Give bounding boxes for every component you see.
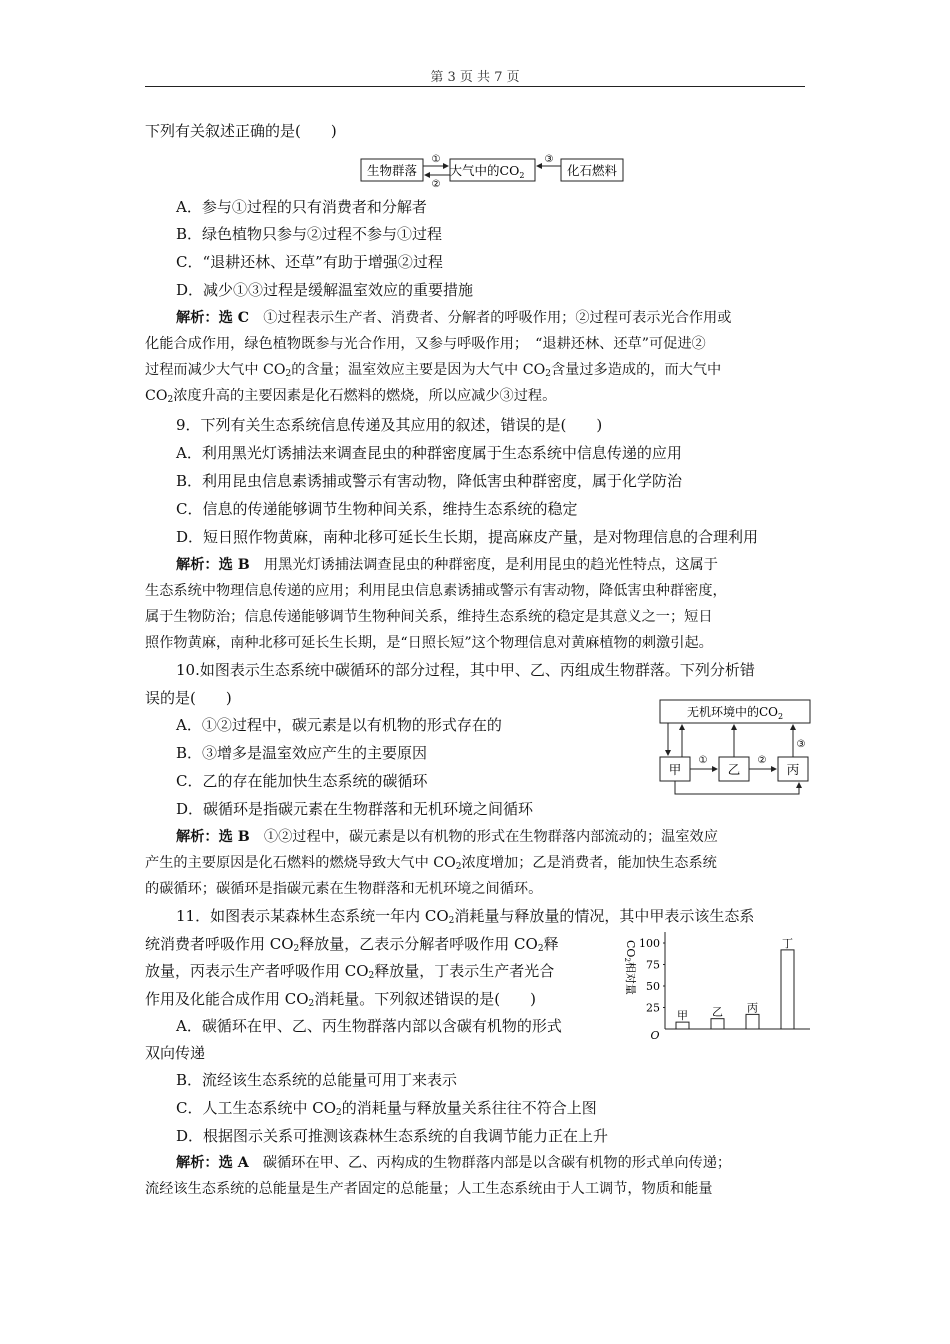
- q10-label-3: ③: [796, 739, 806, 750]
- q10-label-1: ①: [698, 755, 708, 766]
- q11-option-a-line2: 双向传递: [145, 1044, 206, 1062]
- q8-option-a: A．参与①过程的只有消费者和分解者: [176, 198, 427, 216]
- q11-bar-chart: [615, 928, 815, 1043]
- q8-box-atmosphere-label: 大气中的$CO_2$: [449, 163, 525, 180]
- q8-box-community-label: 生物群落: [366, 163, 418, 178]
- q10-arrow-jia-to-bing: [675, 781, 799, 794]
- q10-stem-line1: 10.如图表示生态系统中碳循环的部分过程，其中甲、乙、丙组成生物群落。下列分析错: [176, 661, 755, 679]
- q11-stem-line3: 放量，丙表示生产者呼吸作用 $CO_2$释放量，丁表示生产者光合: [145, 962, 555, 981]
- q11-option-c: C．人工生态系统中 $CO_2$的消耗量与释放量关系往往不符合上图: [176, 1099, 597, 1118]
- q9-option-b: B．利用昆虫信息素诱捕或警示有害动物，降低害虫种群密度，属于化学防治: [176, 472, 683, 490]
- q9-explanation-line1: 解析：选 B 用黑光灯诱捕法调查昆虫的种群密度，是利用昆虫的趋光性特点，这属于: [176, 557, 718, 573]
- chart-bar-label: 丙: [747, 1001, 758, 1015]
- chart-bar: [676, 1022, 689, 1029]
- q10-option-b: B．③增多是温室效应产生的主要原因: [176, 744, 428, 762]
- chart-ytick-label: 75: [646, 958, 660, 972]
- q8-label-2: ②: [431, 179, 441, 190]
- chart-ytick-label: 25: [646, 1001, 660, 1015]
- q9-option-a: A．利用黑光灯诱捕法来调查昆虫的种群密度属于生态系统中信息传递的应用: [176, 444, 682, 462]
- q10-label-2: ②: [757, 755, 767, 766]
- q10-stem-line2: 误的是( ): [145, 689, 232, 707]
- q8-explanation-line3: 过程而减少大气中 $CO_2$的含量；温室效应主要是因为大气中 $CO_2$含量过多造成的，而大气中: [145, 362, 722, 379]
- q8-option-d: D．减少①③过程是缓解温室效应的重要措施: [176, 281, 474, 299]
- chart-ylabel: CO2相对量: [623, 940, 637, 995]
- q10-explanation-line3: 的碳循环；碳循环是指碳元素在生物群落和无机环境之间循环。: [145, 881, 543, 897]
- chart-bar-label: 甲: [677, 1009, 688, 1023]
- q11-explanation-line2: 流经该生态系统的总能量是生产者固定的总能量；人工生态系统由于人工调节，物质和能量: [145, 1181, 713, 1197]
- q9-explanation-line3: 属于生物防治；信息传递能够调节生物种间关系，维持生态系统的稳定是其意义之一；短日: [145, 609, 713, 625]
- q8-label-3: ③: [544, 154, 554, 165]
- q9-option-c: C．信息的传递能够调节生物种间关系，维持生态系统的稳定: [176, 500, 578, 518]
- q9-explanation-line4: 照作物黄麻，南种北移可延长生长期，是“日照长短”这个物理信息对黄麻植物的刺激引起。: [145, 635, 713, 651]
- chart-origin: O: [650, 1029, 660, 1042]
- q10-option-c: C．乙的存在能加快生态系统的碳循环: [176, 772, 428, 790]
- q8-option-b: B．绿色植物只参与②过程不参与①过程: [176, 225, 443, 243]
- q8-option-c: C．“退耕还林、还草”有助于增强②过程: [176, 253, 443, 271]
- q8-stem: 下列有关叙述正确的是( ): [145, 122, 337, 140]
- q10-box-co2-label: 无机环境中的$CO_2$: [686, 705, 784, 721]
- q11-explanation-line1: 解析：选 A 碳循环在甲、乙、丙构成的生物群落内部是以含碳有机物的形式单向传递；: [176, 1155, 732, 1171]
- q10-option-a: A．①②过程中，碳元素是以有机物的形式存在的: [176, 716, 502, 734]
- q8-explanation-line2: 化能合成作用，绿色植物既参与光合作用，又参与呼吸作用； “退耕还林、还草”可促进②: [145, 336, 706, 352]
- q11-stem-line2: 统消费者呼吸作用 $CO_2$释放量，乙表示分解者呼吸作用 $CO_2$释: [145, 935, 559, 954]
- q10-box-yi-label: 乙: [727, 762, 741, 777]
- q10-explanation-line2: 产生的主要原因是化石燃料的燃烧导致大气中 $CO_2$浓度增加；乙是消费者，能加快生态系统: [145, 855, 717, 872]
- q11-stem-line4: 作用及化能合成作用 $CO_2$消耗量。下列叙述错误的是( ): [145, 990, 536, 1009]
- header-divider: [145, 86, 805, 87]
- q10-option-d: D．碳循环是指碳元素在生物群落和无机环境之间循环: [176, 800, 534, 818]
- q11-option-a-line1: A．碳循环在甲、乙、丙生物群落内部以含碳有机物的形式: [176, 1017, 562, 1035]
- q9-stem: 9．下列有关生态系统信息传递及其应用的叙述，错误的是( ): [176, 416, 603, 434]
- chart-bar: [781, 950, 794, 1029]
- chart-bar: [711, 1019, 724, 1029]
- q10-box-jia-label: 甲: [668, 762, 682, 777]
- chart-ytick-label: 50: [646, 980, 660, 993]
- q10-explanation-line1: 解析：选 B ①②过程中，碳元素是以有机物的形式在生物群落内部流动的；温室效应: [176, 829, 718, 845]
- q8-label-1: ①: [431, 154, 441, 165]
- q10-box-bing-label: 丙: [786, 762, 800, 777]
- q9-option-d: D．短日照作物黄麻，南种北移可延长生长期，提高麻皮产量，是对物理信息的合理利用: [176, 528, 759, 546]
- q8-explanation-line1: 解析：选 C ①过程表示生产者、消费者、分解者的呼吸作用；②过程可表示光合作用或: [176, 310, 732, 326]
- chart-bar-label: 乙: [712, 1005, 723, 1019]
- q9-explanation-line2: 生态系统中物理信息传递的应用；利用昆虫信息素诱捕或警示有害动物，降低害虫种群密度，: [145, 583, 727, 599]
- chart-ytick-label: 100: [639, 937, 660, 950]
- q8-diagram: [355, 150, 630, 190]
- q10-diagram: [655, 695, 815, 800]
- q8-box-fossil-label: 化石燃料: [566, 163, 618, 178]
- page-header: 第 3 页 共 7 页: [430, 70, 520, 85]
- q11-option-d: D．根据图示关系可推测该森林生态系统的自我调节能力正在上升: [176, 1127, 609, 1145]
- q11-stem-line1: 11．如图表示某森林生态系统一年内 $CO_2$消耗量与释放量的情况，其中甲表示该生态系: [176, 907, 755, 926]
- chart-bar-label: 丁: [782, 936, 793, 950]
- chart-bar: [746, 1014, 759, 1029]
- q11-option-b: B．流经该生态系统的总能量可用丁来表示: [176, 1071, 458, 1089]
- q8-explanation-line4: $CO_2$浓度升高的主要因素是化石燃料的燃烧，所以应减少③过程。: [145, 388, 557, 405]
